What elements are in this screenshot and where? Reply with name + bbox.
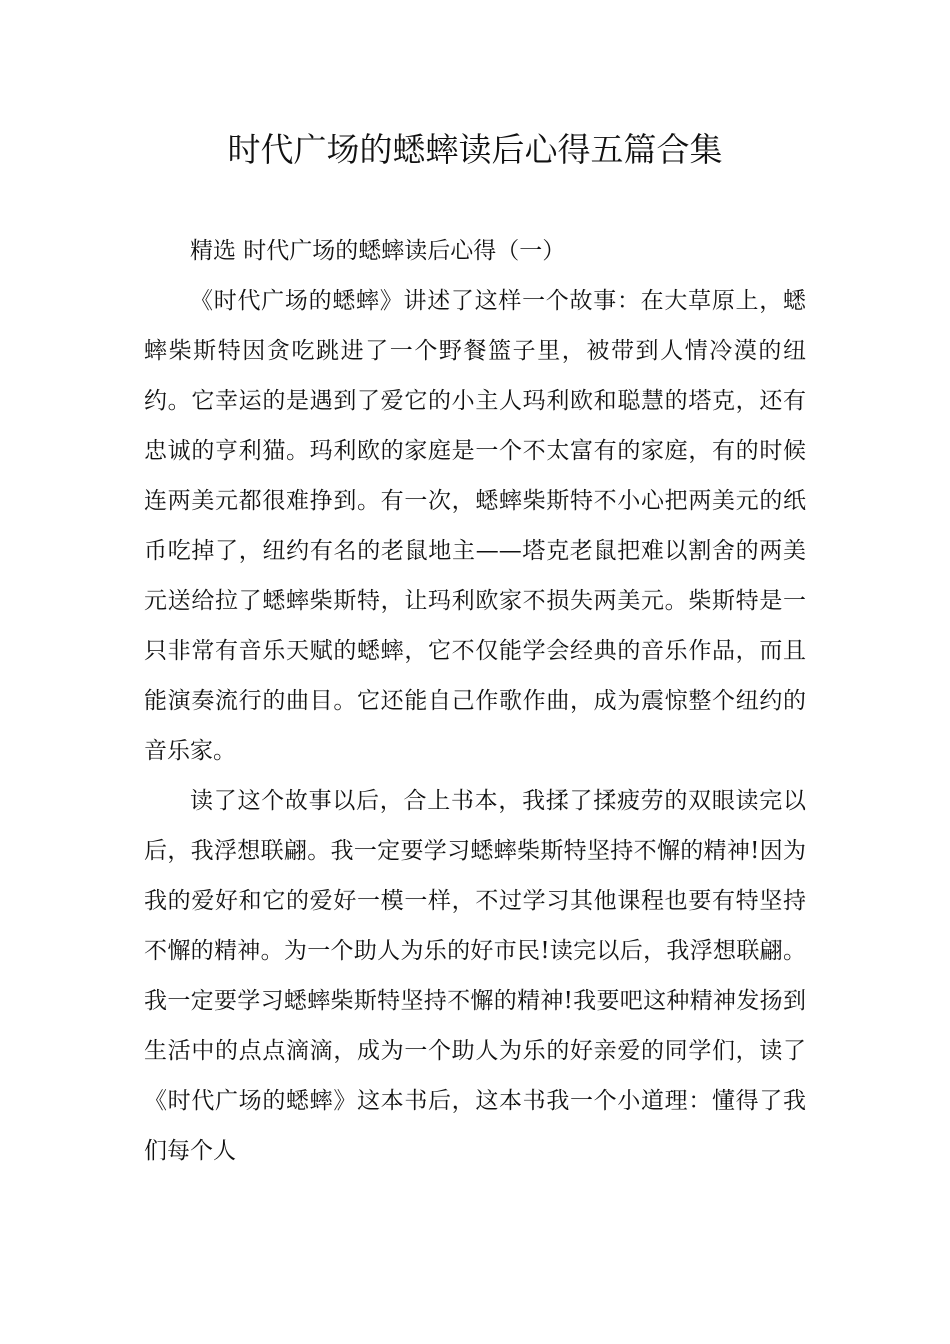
section-heading: 精选 时代广场的蟋蟀读后心得（一） [190, 238, 566, 264]
paragraph: 《时代广场的蟋蟀》讲述了这样一个故事：在大草原上，蟋蟀柴斯特因贪吃跳进了一个野餐篮子里，被带到人情冷漠的纽约。它幸运的是遇到了爱它的小主人玛利欧和聪慧的塔克，还有忠诚的亨利猫。玛利欧的家庭是一个不太富有的家庭，有的时候连两美元都很难挣到。有一次，蟋蟀柴斯特不小心把两美元的纸币吃掉了，纽约有名的老鼠地主——塔克老鼠把难以割舍的两美元送给拉了蟋蟀柴斯特，让玛利欧家不损失两美元。柴斯特是一只非常有音乐天赋的蟋蟀，它不仅能学会经典的音乐作品，而且能演奏流行的曲目。它还能自己作歌作曲，成为震惊整个纽约的音乐家。 [144, 288, 806, 764]
document-title: 时代广场的蟋蟀读后心得五篇合集 [227, 130, 723, 169]
paragraph: 读了这个故事以后，合上书本，我揉了揉疲劳的双眼读完以后，我浮想联翩。我一定要学习蟋蟀柴斯特坚持不懈的精神!因为我的爱好和它的爱好一模一样，不过学习其他课程也要有特坚持不懈的精神。为一个助人为乐的好市民!读完以后，我浮想联翩。我一定要学习蟋蟀柴斯特坚持不懈的精神!我要吧这种精神发扬到生活中的点点滴滴，成为一个助人为乐的好亲爱的同学们，读了《时代广场的蟋蟀》这本书后，这本书我一个小道理：懂得了我们每个人 [144, 788, 806, 1164]
document-body [144, 226, 806, 1176]
